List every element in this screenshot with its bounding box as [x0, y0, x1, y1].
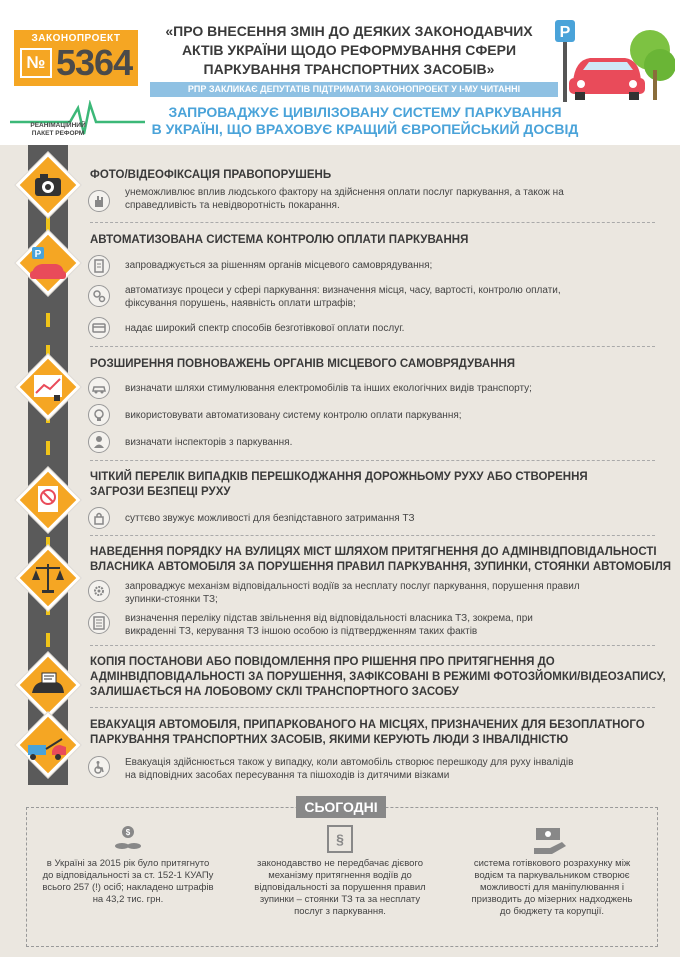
title-line: ВЛАСНИКА АВТОМОБІЛЯ ЗА ПОРУШЕННЯ ПРАВИЛ ПАРКУВАННЯ, ЗУПИНКИ, СТОЯНКИ АВТОМОБІЛЯ: [90, 561, 672, 573]
section-1-item: [125, 186, 564, 212]
section-2-item: запроваджується за рішенням органів місцевого самоврядування;: [125, 260, 433, 271]
section-2-item: надає широкий спектр способів безготівкової оплати послуг.: [125, 323, 405, 334]
section-3-title: РОЗШИРЕННЯ ПОВНОВАЖЕНЬ ОРГАНІВ МІСЦЕВОГО САМОВРЯДУВАННЯ: [90, 358, 516, 370]
document-icon: [88, 255, 110, 277]
divider: [90, 535, 655, 536]
subtitle-line: В УКРАЇНІ, ЩО ВРАХОВУЄ КРАЩИЙ ЄВРОПЕЙСЬКИЙ ДОСВІД: [151, 121, 579, 137]
road-dash: [46, 633, 50, 647]
coins-icon: [108, 824, 148, 854]
svg-text:P: P: [34, 249, 42, 260]
today-line: система готівкового розрахунку між: [473, 858, 631, 869]
today-line: відповідальності за порушення правил: [254, 882, 426, 893]
parking-car-illustration: [555, 10, 675, 105]
road-dash: [46, 217, 50, 231]
title-line: ПАРКУВАННЯ ТРАНСПОРТНИХ ЗАСОБІВ»: [203, 61, 495, 77]
section-2-title: АВТОМАТИЗОВАНА СИСТЕМА КОНТРОЛЮ ОПЛАТИ ПАРКУВАННЯ: [90, 234, 469, 246]
section-3-item: визначати інспекторів з паркування.: [125, 437, 293, 448]
scales-icon: [18, 548, 78, 608]
tow-truck-icon: [18, 715, 78, 775]
divider: [90, 645, 655, 646]
today-line: призводить до мізерних надходжень: [471, 894, 633, 905]
inspector-icon: [88, 431, 110, 453]
road-dash: [46, 313, 50, 327]
today-line: в Україні за 2015 рік було притягнуто: [46, 858, 210, 869]
item-line: зупинки-стоянки ТЗ;: [125, 594, 218, 605]
title-line: НАВЕДЕННЯ ПОРЯДКУ НА ВУЛИЦЯХ МІСТ ШЛЯХОМ ПРИТЯГНЕННЯ ДО АДМІНВІДПОВІДАЛЬНОСТІ: [90, 546, 657, 558]
section-7-title: [90, 718, 645, 748]
hand-icon: [88, 190, 110, 212]
divider: [90, 346, 655, 347]
parking-sign-icon: P: [559, 24, 571, 41]
lock-icon: [88, 507, 110, 529]
reform-logo-line: ПАКЕТ РЕФОРМ: [31, 130, 85, 137]
divider: [90, 460, 655, 461]
appeal-banner: РПР ЗАКЛИКАЄ ДЕПУТАТІВ ПІДТРИМАТИ ЗАКОНОПРОЕКТ У І-МУ ЧИТАННІ: [150, 82, 558, 97]
section-4-title: [90, 470, 588, 500]
law-book-icon: [320, 824, 360, 854]
page-title: [144, 22, 554, 79]
today-line: послуг з паркування.: [294, 906, 386, 917]
today-column-2: [250, 858, 430, 918]
item-line: справедливість та невідворотність покарання.: [125, 200, 340, 211]
today-line: до бюджету та корупції.: [499, 906, 605, 917]
item-line: запроваджує механізм відповідальності водіїв за несплату послуг паркування, порушення правил: [125, 581, 580, 592]
today-line: до відповідальності за ст. 152-1 КУАПу: [42, 870, 214, 881]
today-line: зупинки – стоянки ТЗ та за несплату: [259, 894, 421, 905]
header: [0, 0, 680, 145]
reform-logo-text: [18, 122, 98, 138]
bill-number: 5364: [56, 42, 133, 83]
today-line: водієм та паркувальником створює: [474, 870, 630, 881]
today-line: механізму притягнення водіїв до: [268, 870, 412, 881]
today-line: законодавство не передбачає дієвого: [256, 858, 424, 869]
gears-icon: [88, 285, 110, 307]
subtitle-line: ЗАПРОВАДЖУЄ ЦИВІЛІЗОВАНУ СИСТЕМУ ПАРКУВАННЯ: [168, 104, 562, 120]
item-line: на відповідних засобах пересування та пішоходів із дитячими візками: [125, 770, 450, 781]
lightbulb-icon: [88, 404, 110, 426]
section-5-item: [125, 612, 533, 638]
title-line: ЗАГРОЗИ БЕЗПЕЦІ РУХУ: [90, 486, 231, 498]
section-3-item: визначати шляхи стимулювання електромобілів та інших екологічних видів транспорту;: [125, 383, 532, 394]
list-icon: [88, 612, 110, 634]
wheelchair-icon: [88, 756, 110, 778]
chart-icon: [18, 357, 78, 417]
divider: [90, 707, 655, 708]
windshield-ticket-icon: [18, 655, 78, 715]
title-line: «ПРО ВНЕСЕННЯ ЗМІН ДО ДЕЯКИХ ЗАКОНОДАВЧИХ: [165, 23, 533, 39]
gear-icon: [88, 580, 110, 602]
item-line: визначення переліку підстав звільнення від відповідальності власника ТЗ, зокрема, при: [125, 613, 533, 624]
credit-card-icon: [88, 317, 110, 339]
title-line: ЧІТКИЙ ПЕРЕЛІК ВИПАДКІВ ПЕРЕШКОДЖАННЯ ДОРОЖНЬОМУ РУХУ АБО СТВОРЕННЯ: [90, 471, 588, 483]
today-column-3: [462, 858, 642, 918]
road-dash: [46, 441, 50, 455]
item-line: унеможливлює вплив людського фактору на здійснення оплати послуг паркування, а також на: [125, 187, 564, 198]
section-6-title: [90, 655, 666, 700]
item-line: Евакуація здійснюється також у випадку, коли автомобіль створює перешкоду для руху інвалідів: [125, 757, 574, 768]
svg-text:$: $: [125, 828, 131, 837]
divider: [90, 222, 655, 223]
today-column-1: [38, 858, 218, 906]
title-line: ЗАЛИШАЄТЬСЯ НА ЛОБОВОМУ СКЛІ ТРАНСПОРТНОГО ЗАСОБУ: [90, 686, 459, 698]
title-line: ПАРКУВАННЯ ТРАНСПОРТНИХ ЗАСОБІВ, ЯКИМИ КЕРУЮТЬ ЛЮДИ З ІНВАЛІДНІСТЮ: [90, 734, 569, 746]
title-line: АДМІНВІДПОВІДАЛЬНОСТІ ЗА ПОРУШЕННЯ, ЗАФІКСОВАНІ В РЕЖИМІ ФОТОЗЙОМКИ/ВІДЕОЗАПИСУ,: [90, 671, 666, 683]
section-3-item: використовувати автоматизовану систему контролю оплати паркування;: [125, 410, 462, 421]
title-line: ЕВАКУАЦІЯ АВТОМОБІЛЯ, ПРИПАРКОВАНОГО НА МІСЦЯХ, ПРИЗНАЧЕНИХ ДЛЯ БЕЗОПЛАТНОГО: [90, 719, 645, 731]
section-5-item: [125, 580, 580, 606]
bill-number-sign: №: [20, 48, 52, 78]
section-5-title: [90, 545, 671, 575]
today-line: всього 257 (!) осіб; накладено штрафів: [42, 882, 214, 893]
bill-label: ЗАКОНОПРОЕКТ: [31, 33, 121, 44]
camera-icon: [18, 155, 78, 215]
parking-car-icon: [18, 233, 78, 293]
reform-logo-line: РЕАНІМАЦІЙНИЙ: [30, 122, 86, 129]
today-line: можливості для маніпулювання і: [480, 882, 624, 893]
cash-hand-icon: [530, 824, 570, 854]
today-line: на 43,2 тис. грн.: [92, 894, 164, 905]
section-4-item: суттєво звужує можливості для безпідставного затримання ТЗ: [125, 513, 415, 524]
section-7-item: [125, 756, 573, 782]
subtitle: [150, 104, 580, 138]
item-line: викраденні ТЗ, керування ТЗ іншою особою із підтвердженням таких фактів: [125, 626, 478, 637]
electric-car-icon: [88, 377, 110, 399]
today-label: СЬОГОДНІ: [296, 796, 386, 818]
title-line: КОПІЯ ПОСТАНОВИ АБО ПОВІДОМЛЕННЯ ПРО РІШЕННЯ ПРО ПРИТЯГНЕННЯ ДО: [90, 656, 555, 668]
bill-badge: [14, 30, 138, 86]
svg-text:§: §: [336, 831, 344, 847]
section-2-item: [125, 284, 561, 310]
prohibited-document-icon: [18, 470, 78, 530]
title-line: АКТІВ УКРАЇНИ ЩОДО РЕФОРМУВАННЯ СФЕРИ: [181, 42, 517, 58]
item-line: фіксування порушень, наявність оплати штрафів;: [125, 298, 356, 309]
section-1-title: ФОТО/ВІДЕОФІКСАЦІЯ ПРАВОПОРУШЕНЬ: [90, 169, 332, 181]
item-line: автоматизує процеси у сфері паркування: визначення місця, часу, вартості, контролю оплати,: [125, 285, 561, 296]
